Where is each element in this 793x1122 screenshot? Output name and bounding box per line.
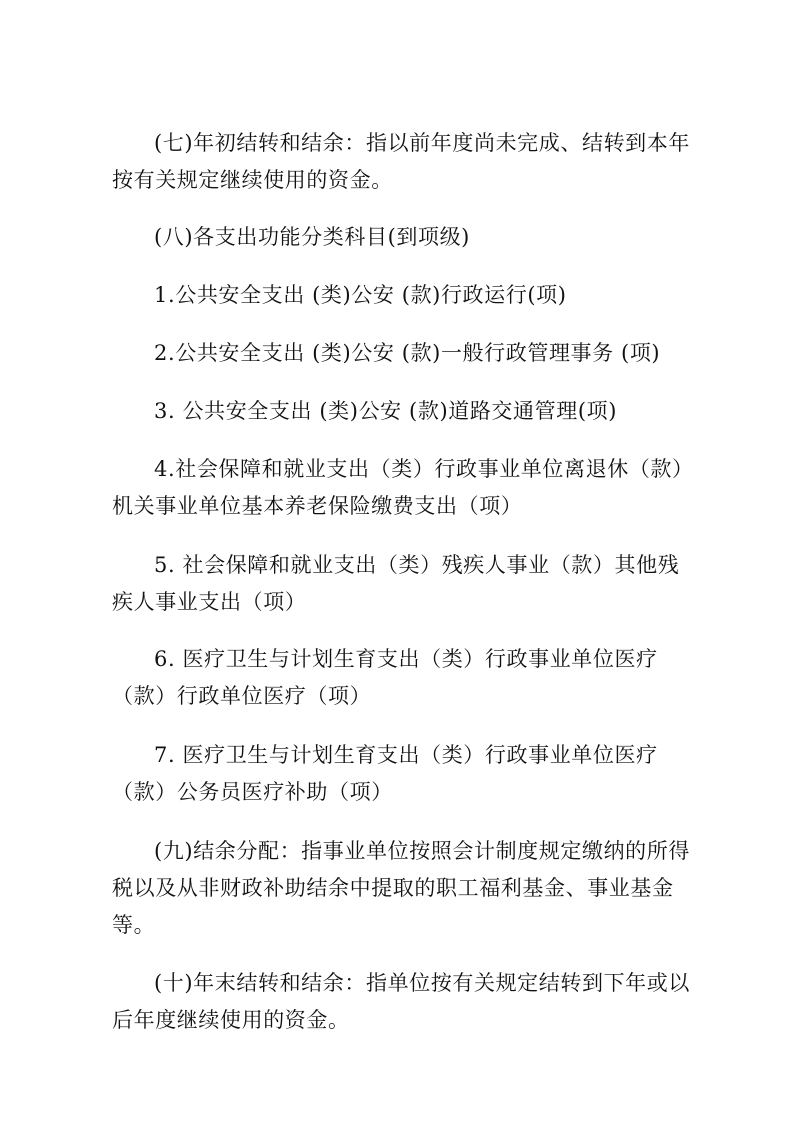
subject-item-1: 1.公共安全支出 (类)公安 (款)行政运行(项)	[154, 283, 567, 307]
subject-item-7: 7. 医疗卫生与计划生育支出（类）行政事业单位医疗（款）公务员医疗补助（项）	[112, 743, 658, 804]
subject-item-5: 5. 社会保障和就业支出（类）残疾人事业（款）其他残疾人事业支出（项）	[112, 553, 680, 614]
paragraph-carryover-beginning: (七)年初结转和结余：指以前年度尚未完成、结转到本年按有关规定继续使用的资金。	[112, 131, 690, 192]
paragraph-surplus-distribution: (九)结余分配：指事业单位按照会计制度规定缴纳的所得税以及从非财政补助结余中提取的职工福利基金、事业基金等。	[112, 839, 690, 937]
subject-item-3: 3. 公共安全支出 (类)公安 (款)道路交通管理(项)	[154, 399, 618, 423]
paragraph-carryover-end: (十)年末结转和结余：指单位按有关规定结转到下年或以后年度继续使用的资金。	[112, 971, 690, 1032]
subject-item-2: 2.公共安全支出 (类)公安 (款)一般行政管理事务 (项)	[154, 341, 661, 365]
subject-item-4: 4.社会保障和就业支出（类）行政事业单位离退休（款）机关事业单位基本养老保险缴费支出（项）	[112, 457, 694, 518]
subject-item-6: 6. 医疗卫生与计划生育支出（类）行政事业单位医疗（款）行政单位医疗（项）	[112, 647, 658, 708]
paragraph-expenditure-subjects-heading: (八)各支出功能分类科目(到项级)	[154, 225, 470, 249]
